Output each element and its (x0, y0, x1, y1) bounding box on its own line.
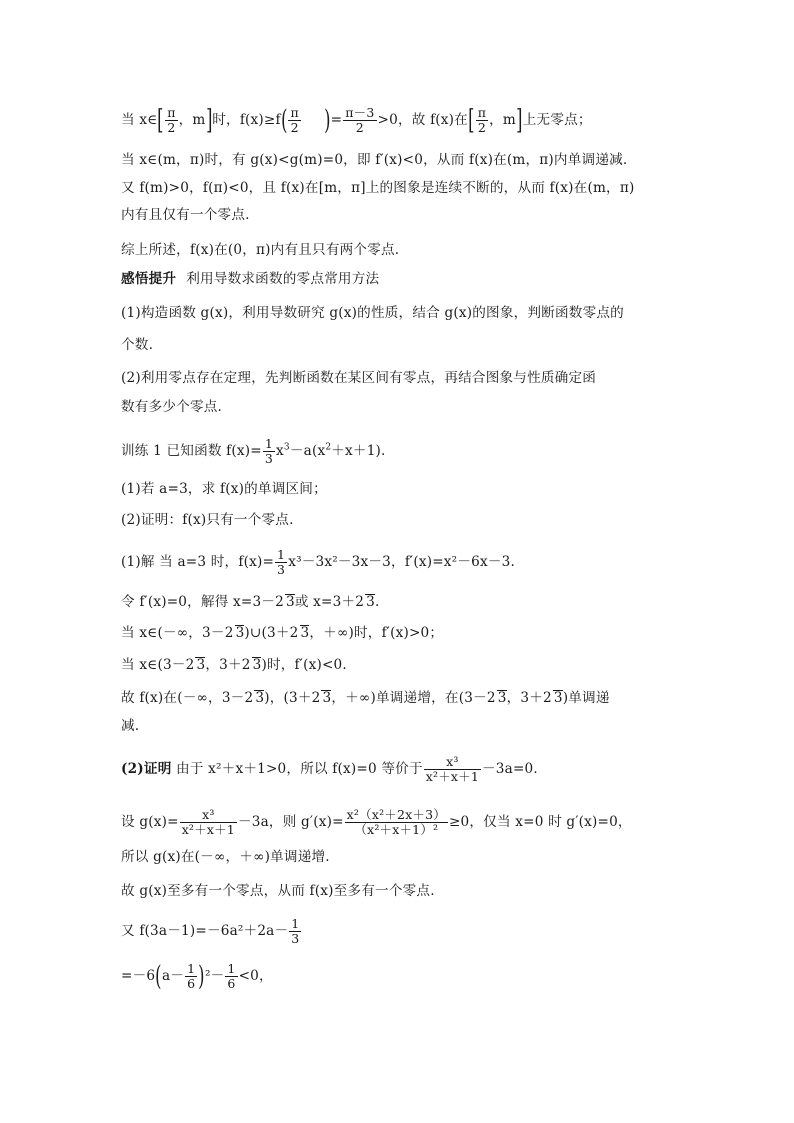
text-line-5: 综上所述，f(x)在(0，π)内有且只有两个零点. (121, 242, 400, 258)
denominator: 6 (227, 976, 236, 991)
radicand: 3 (252, 657, 262, 673)
text: 由于 x²＋x＋1>0，所以 f(x)=0 等价于 (171, 761, 423, 777)
text: 当 x∈(－∞，3－2 (121, 625, 234, 641)
text: ，3＋2 (506, 690, 552, 706)
sqrt (254, 690, 264, 705)
text-line-8: 个数. (121, 337, 154, 353)
text: )∪(3＋2 (244, 625, 299, 641)
text-line-9: (2)利用零点存在定理，先判断函数在某区间有零点，再结合图象与性质确定函 (121, 370, 597, 386)
sqrt (195, 657, 205, 672)
text: ，＋∞)单调递增，在(3－2 (331, 690, 496, 706)
superscript: 3 (283, 442, 290, 453)
text: (1)解 当 a=3 时，f(x)= (121, 554, 275, 570)
text-line-19: 减. (121, 718, 140, 734)
text: 训练 1 已知函数 f(x)= (121, 443, 262, 459)
text: －3a，则 g′(x)= (237, 814, 344, 830)
text: ，m (489, 112, 517, 128)
text: 当 x∈ (121, 112, 158, 128)
text: 故 f(x)在(－∞，3－2 (121, 690, 254, 706)
fraction (424, 755, 481, 784)
radicand: 3 (235, 625, 245, 641)
text: . (374, 594, 380, 610)
text-line-18 (121, 688, 681, 708)
text-line-23: 故 g(x)至多有一个零点，从而 f(x)至多有一个零点. (121, 883, 435, 899)
text-line-1 (121, 106, 681, 135)
text: －a(x (289, 443, 326, 459)
radicand: 3 (255, 690, 265, 706)
numerator: 1 (291, 916, 300, 931)
denominator: 3 (264, 451, 274, 466)
right-paren: ) (324, 104, 331, 136)
fraction (345, 808, 448, 837)
text: 上无零点； (522, 112, 592, 128)
text-line-11 (121, 437, 681, 466)
text: a－ (161, 968, 185, 984)
text-line-24 (121, 917, 681, 946)
denominator: 2 (477, 120, 486, 135)
left-paren: ( (155, 960, 162, 992)
fraction (225, 962, 237, 991)
text-line-12: (1)若 a=3，求 f(x)的单调区间； (121, 481, 327, 497)
text-line-4: 内有且仅有一个零点. (121, 207, 250, 223)
sqrt (553, 690, 563, 705)
sqrt (497, 690, 507, 705)
denominator: 2 (290, 120, 299, 135)
numerator: x³ (180, 808, 237, 823)
text: x (276, 443, 284, 459)
fraction (275, 548, 287, 577)
numerator: x²（x²＋2x＋3） (346, 807, 446, 822)
radicand: 3 (322, 690, 332, 706)
denominator: 2 (167, 120, 176, 135)
fraction (476, 106, 488, 135)
proof-label: (2)证明 (121, 761, 172, 777)
text: )单调递 (562, 690, 610, 706)
text-line-25 (121, 962, 681, 991)
numerator: 1 (187, 961, 196, 976)
denominator: x²＋x＋1 (181, 822, 235, 837)
text-line-16 (121, 623, 681, 643)
text-line-2: 当 x∈(m，π)时，有 g(x)<g(m)=0，即 f′(x)<0，从而 f(x)在(m，π)内单调递减. (121, 152, 628, 168)
numerator: x³ (424, 755, 481, 770)
denominator: 6 (187, 976, 196, 991)
section-heading: 感悟提升 (121, 271, 177, 287)
text: 令 f′(x)=0，解得 x=3－2 (121, 594, 284, 610)
text: －3a=0. (482, 761, 538, 777)
right-paren: ) (198, 960, 205, 992)
text: ，3＋2 (205, 657, 251, 673)
fraction (180, 808, 237, 837)
numerator: 1 (264, 436, 274, 451)
text: = (330, 112, 343, 128)
sqrt (300, 625, 310, 640)
sqrt (252, 657, 262, 672)
superscript: 2 (325, 442, 332, 453)
numerator: π－3 (345, 105, 375, 120)
text: <0， (238, 968, 273, 984)
denominator: 2 (355, 120, 364, 135)
denominator: 3 (277, 562, 286, 577)
text-line-6 (121, 269, 681, 289)
text: =－6 (121, 968, 156, 984)
text: 时，f(x)≥f (212, 112, 281, 128)
radicand: 3 (286, 594, 295, 610)
radicand: 3 (366, 594, 375, 610)
text-line-22: 所以 g(x)在(－∞，＋∞)单调递增. (121, 849, 330, 865)
sqrt (285, 594, 295, 609)
text: 或 x=3＋2 (294, 594, 365, 610)
text-line-21 (121, 808, 681, 837)
radicand: 3 (553, 690, 563, 706)
text-line-10: 数有多少个零点. (121, 399, 223, 415)
numerator: π (167, 105, 176, 120)
fraction (263, 437, 275, 466)
denominator: 3 (291, 931, 300, 946)
left-bracket: [ (468, 104, 475, 136)
radicand: 3 (497, 690, 507, 706)
radicand: 3 (196, 657, 206, 673)
fraction (165, 106, 177, 135)
sqrt (365, 594, 375, 609)
left-paren: ( (280, 104, 288, 136)
fraction (288, 106, 300, 135)
text-line-13: (2)证明：f(x)只有一个零点. (121, 512, 294, 528)
sqrt (321, 690, 331, 705)
text: )，(3＋2 (264, 690, 321, 706)
radicand: 3 (300, 625, 310, 641)
denominator: x²＋x＋1 (425, 769, 480, 784)
numerator: 1 (227, 961, 236, 976)
numerator: 1 (277, 547, 286, 562)
text-line-14 (121, 548, 681, 577)
numerator: π (477, 105, 487, 120)
text: ²－ (204, 968, 225, 984)
text: ，＋∞)时，f′(x)>0； (309, 625, 444, 641)
text-line-15 (121, 592, 681, 612)
text: >0，故 f(x)在 (377, 112, 468, 128)
text: ≥0，仅当 x=0 时 g′(x)=0， (448, 814, 632, 830)
text: x³－3x²－3x－3，f′(x)=x²－6x－3. (288, 554, 515, 570)
denominator: （x²＋x＋1）² (354, 822, 439, 837)
fraction (289, 917, 301, 946)
text: )时，f′(x)<0. (261, 657, 347, 673)
left-bracket: [ (157, 104, 165, 136)
section-subtitle: 利用导数求函数的零点常用方法 (186, 271, 380, 287)
text-line-7: (1)构造函数 g(x)，利用导数研究 g(x)的性质，结合 g(x)的图象，判断函数零点的 (121, 305, 624, 321)
text-line-17 (121, 655, 681, 675)
fraction (343, 106, 376, 135)
text-line-20 (121, 755, 681, 784)
right-bracket: ] (516, 104, 523, 136)
text: 设 g(x)= (121, 814, 179, 830)
text: ＋x＋1). (331, 443, 386, 459)
text: ，m (178, 112, 206, 128)
numerator: π (290, 105, 299, 120)
right-bracket: ] (205, 104, 213, 136)
text-line-3: 又 f(m)>0，f(π)<0，且 f(x)在[m，π]上的图象是连续不断的，从而 f(x)在(m，π) (121, 180, 635, 196)
sqrt (235, 625, 245, 640)
text: 又 f(3a－1)=－6a²＋2a－ (121, 923, 289, 939)
text: 当 x∈(3－2 (121, 657, 195, 673)
fraction (185, 962, 197, 991)
